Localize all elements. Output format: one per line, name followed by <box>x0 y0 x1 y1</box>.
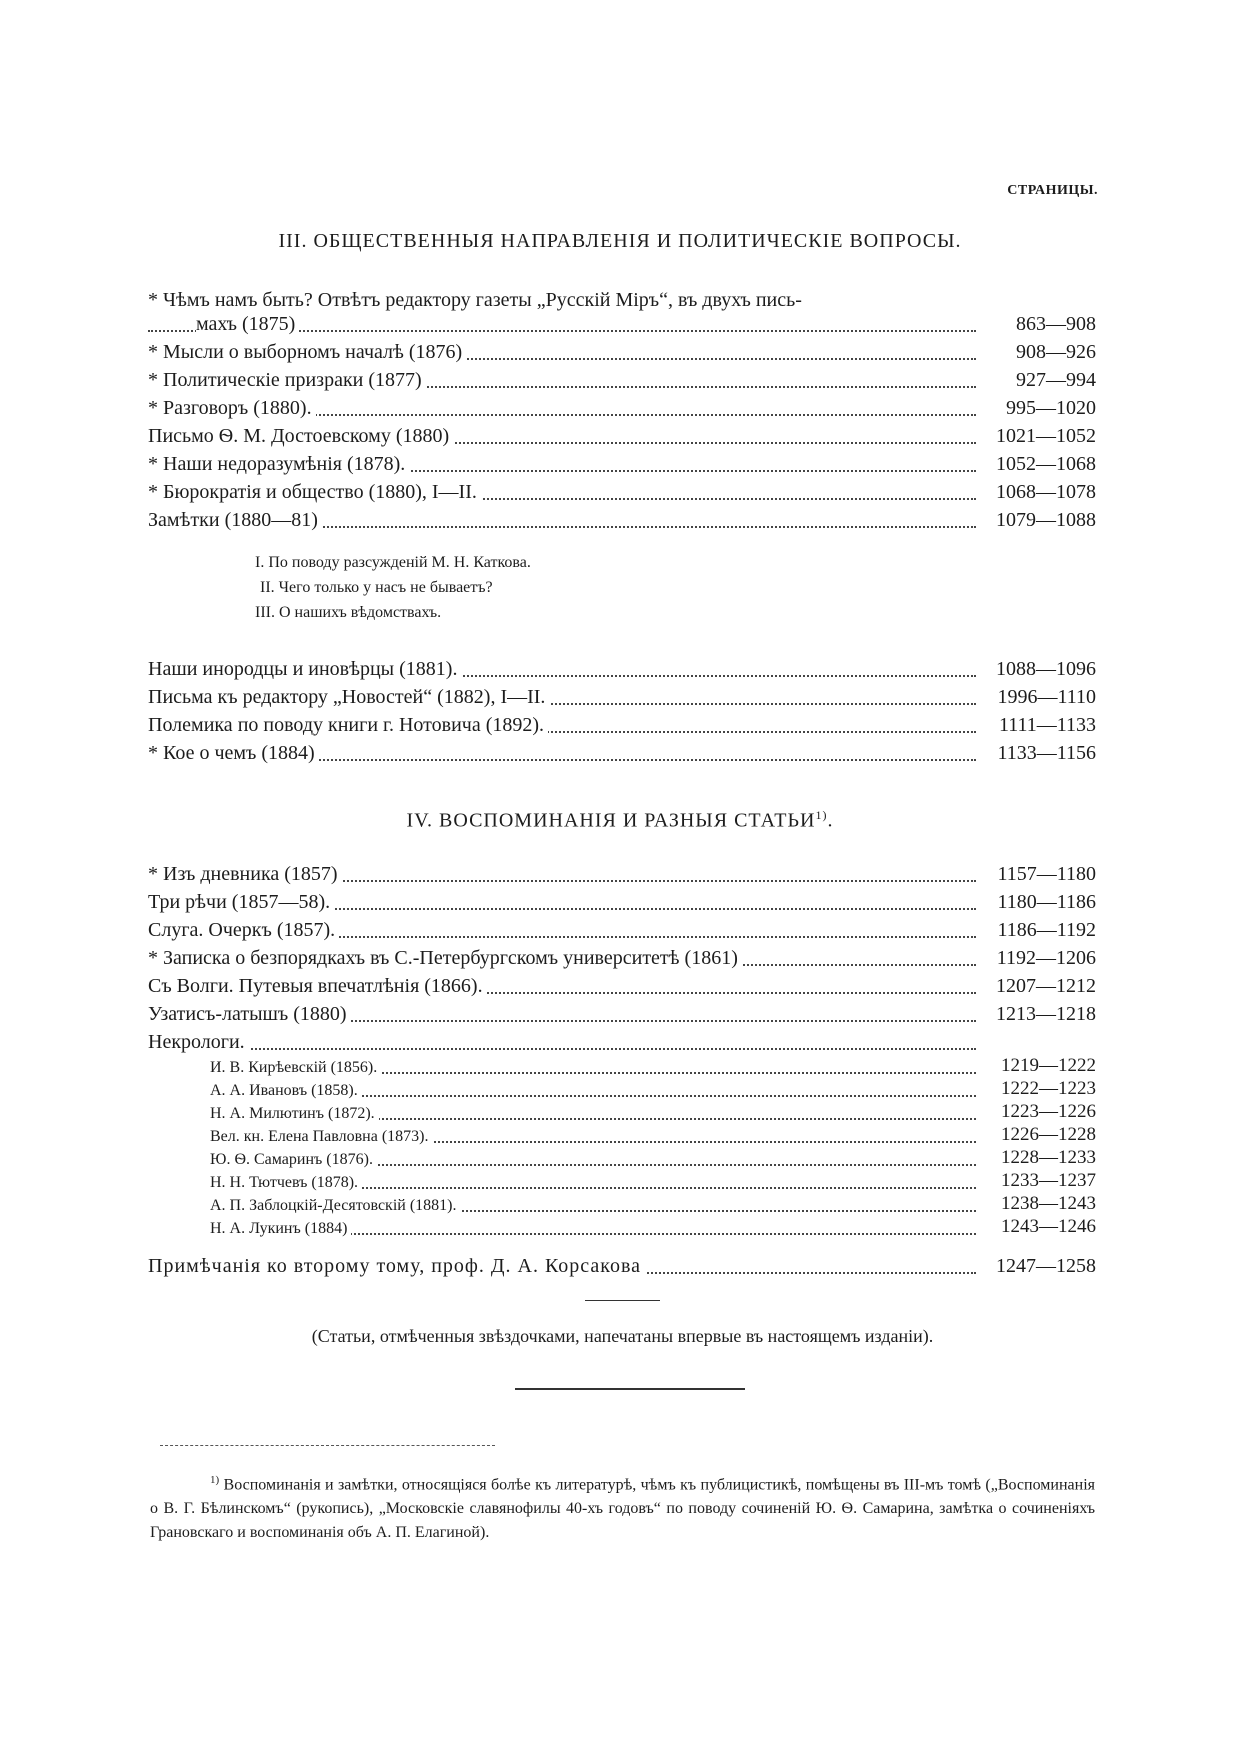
footnote <box>150 1468 1095 1545</box>
footnote-rule <box>160 1445 495 1446</box>
entry-title: * Изъ дневника (1857) <box>148 863 342 886</box>
entry-pages: 1180—1186 <box>976 891 1096 914</box>
toc-entry <box>148 739 1096 767</box>
obituary-entry <box>148 1217 1096 1240</box>
entry-title: Ю. Ѳ. Самаринъ (1876). <box>210 1151 377 1169</box>
obituary-entry <box>148 1148 1096 1171</box>
toc-entry <box>148 944 1096 972</box>
obituary-entry <box>148 1079 1096 1102</box>
entry-pages: 1247—1258 <box>976 1255 1096 1278</box>
entry-title: * Чѣмъ намъ быть? Отвѣтъ редактору газеты „Русскій Міръ“, въ двухъ пись- <box>148 289 806 312</box>
entry-title: А. А. Ивановъ (1858). <box>210 1082 362 1100</box>
section-3-title <box>150 230 1090 253</box>
obituary-entry <box>148 1171 1096 1194</box>
entry-title: * Кое о чемъ (1884) <box>148 742 319 765</box>
obituary-entry <box>148 1102 1096 1125</box>
entry-title-continued: махъ (1875) <box>196 313 299 336</box>
section-3-entries-b <box>148 655 1096 767</box>
entry-pages: 927—994 <box>976 369 1096 392</box>
entry-pages: 863—908 <box>976 313 1096 336</box>
footnote-marker: 1) <box>210 1474 220 1486</box>
section-4-title-text: IV. ВОСПОМИНАНІЯ И РАЗНЫЯ СТАТЬИ <box>406 809 816 832</box>
divider-rule <box>515 1388 745 1390</box>
entry-pages: 1243—1246 <box>976 1216 1096 1238</box>
entry-pages: 1228—1233 <box>976 1147 1096 1169</box>
obituary-entry <box>148 1125 1096 1148</box>
entry-title: * Бюрократія и общество (1880), I—II. <box>148 481 481 504</box>
toc-entry <box>148 916 1096 944</box>
entry-pages: 1233—1237 <box>976 1170 1096 1192</box>
asterisk-note: (Статьи, отмѣченныя звѣздочками, напечатаны впервые въ настоящемъ изданіи). <box>311 1326 934 1346</box>
entry-pages: 1222—1223 <box>976 1078 1096 1100</box>
toc-entry <box>148 683 1096 711</box>
toc-entry <box>148 1252 1096 1280</box>
entry-title: Полемика по поводу книги г. Нотовича (1892). <box>148 714 548 737</box>
entry-pages: 1133—1156 <box>976 742 1096 765</box>
entry-pages: 1021—1052 <box>976 425 1096 448</box>
entry-title: Замѣтки (1880—81) <box>148 509 322 532</box>
entry-title: Примѣчанія ко второму тому, проф. Д. А. Корсакова <box>148 1255 645 1278</box>
toc-entry <box>148 860 1096 888</box>
entry-title: Н. А. Милютинъ (1872). <box>210 1105 379 1123</box>
entry-title: Н. Н. Тютчевъ (1878). <box>210 1174 362 1192</box>
entry-title: Три рѣчи (1857—58). <box>148 891 334 914</box>
entry-title: Письмо Ѳ. М. Достоевскому (1880) <box>148 425 453 448</box>
divider-rule <box>585 1300 660 1301</box>
entry-title: Слуга. Очеркъ (1857). <box>148 919 339 942</box>
toc-entry <box>148 655 1096 683</box>
entry-title: * Записка о безпорядкахъ въ С.-Петербургскомъ университетѣ (1861) <box>148 947 742 970</box>
obituary-entry <box>148 1194 1096 1217</box>
entry-pages: 1192—1206 <box>976 947 1096 970</box>
footnote-text: Воспоминанія и замѣтки, относящіяся болѣе къ литературѣ, чѣмъ къ публицистикѣ, помѣщены въ III-мъ томѣ („Воспоминанія о В. Г. Бѣлинскомъ“ (рукопись), „Московскіе славянофилы 40-хъ годовъ“ по поводу сочиненій Ю. Ѳ. Самарина, замѣтка о сочиненіяхъ Грановскаго и воспоминанія объ А. П. Елагиной). <box>150 1476 1096 1542</box>
section-4-title-end: . <box>827 809 834 832</box>
toc-entry <box>148 972 1096 1000</box>
toc-entry <box>148 338 1096 366</box>
entry-title: * Мысли о выборномъ началѣ (1876) <box>148 341 466 364</box>
entry-pages: 1213—1218 <box>976 1003 1096 1026</box>
toc-entry <box>148 394 1096 422</box>
toc-entry <box>148 478 1096 506</box>
entry-pages: 1207—1212 <box>976 975 1096 998</box>
pages-column-label: СТРАНИЦЫ. <box>1007 183 1098 198</box>
entry-title: Узатисъ-латышъ (1880) <box>148 1003 351 1026</box>
entry-pages: 1068—1078 <box>976 481 1096 504</box>
toc-entry <box>148 1028 1096 1056</box>
subitem: II. Чего только у насъ не бываетъ? <box>260 579 493 596</box>
obituary-entry <box>148 1056 1096 1079</box>
entry-pages: 1079—1088 <box>976 509 1096 532</box>
entry-pages: 995—1020 <box>976 397 1096 420</box>
toc-entry <box>148 288 1096 338</box>
entry-title: Письма къ редактору „Новостей“ (1882), I—II. <box>148 686 549 709</box>
toc-entry <box>148 711 1096 739</box>
entry-pages: 1223—1226 <box>976 1101 1096 1123</box>
entry-pages: 1186—1192 <box>976 919 1096 942</box>
entry-pages: 1219—1222 <box>976 1055 1096 1077</box>
section-4-entries <box>148 860 1096 1240</box>
entry-pages: 1996—1110 <box>976 686 1096 709</box>
footnote-ref: 1) <box>815 808 828 822</box>
notes-subitems <box>255 550 531 625</box>
entry-pages: 1238—1243 <box>976 1193 1096 1215</box>
section-3-title-text: III. ОБЩЕСТВЕННЫЯ НАПРАВЛЕНІЯ И ПОЛИТИЧЕСКІЕ ВОПРОСЫ. <box>278 230 962 252</box>
toc-entry <box>148 888 1096 916</box>
toc-entry <box>148 422 1096 450</box>
entry-pages: 1111—1133 <box>976 714 1096 737</box>
entry-pages: 908—926 <box>976 341 1096 364</box>
entry-title: А. П. Заблоцкій-Десятовскій (1881). <box>210 1197 460 1215</box>
entry-pages: 1052—1068 <box>976 453 1096 476</box>
subitem: III. О нашихъ вѣдомствахъ. <box>255 604 442 621</box>
entry-title: * Разговоръ (1880). <box>148 397 316 420</box>
section-4-title <box>150 808 1090 833</box>
entry-title: Вел. кн. Елена Павловна (1873). <box>210 1128 432 1146</box>
entry-title: Н. А. Лукинъ (1884) <box>210 1220 351 1238</box>
entry-pages: 1088—1096 <box>976 658 1096 681</box>
entry-pages: 1157—1180 <box>976 863 1096 886</box>
entry-pages: 1226—1228 <box>976 1124 1096 1146</box>
toc-entry <box>148 1000 1096 1028</box>
toc-entry <box>148 506 1096 534</box>
entry-title: Некрологи. <box>148 1031 249 1054</box>
toc-entry <box>148 366 1096 394</box>
section-3-entries-a <box>148 288 1096 534</box>
entry-title: * Политическіе призраки (1877) <box>148 369 426 392</box>
final-entry-block <box>148 1252 1096 1280</box>
leader-dots <box>148 1048 976 1050</box>
entry-title: Съ Волги. Путевыя впечатлѣнія (1866). <box>148 975 487 998</box>
entry-title: Наши инородцы и иновѣрцы (1881). <box>148 658 461 681</box>
entry-title: И. В. Кирѣевскій (1856). <box>210 1059 381 1077</box>
subitem: I. По поводу разсужденій М. Н. Каткова. <box>255 554 531 571</box>
toc-entry <box>148 450 1096 478</box>
entry-title: * Наши недоразумѣнія (1878). <box>148 453 409 476</box>
